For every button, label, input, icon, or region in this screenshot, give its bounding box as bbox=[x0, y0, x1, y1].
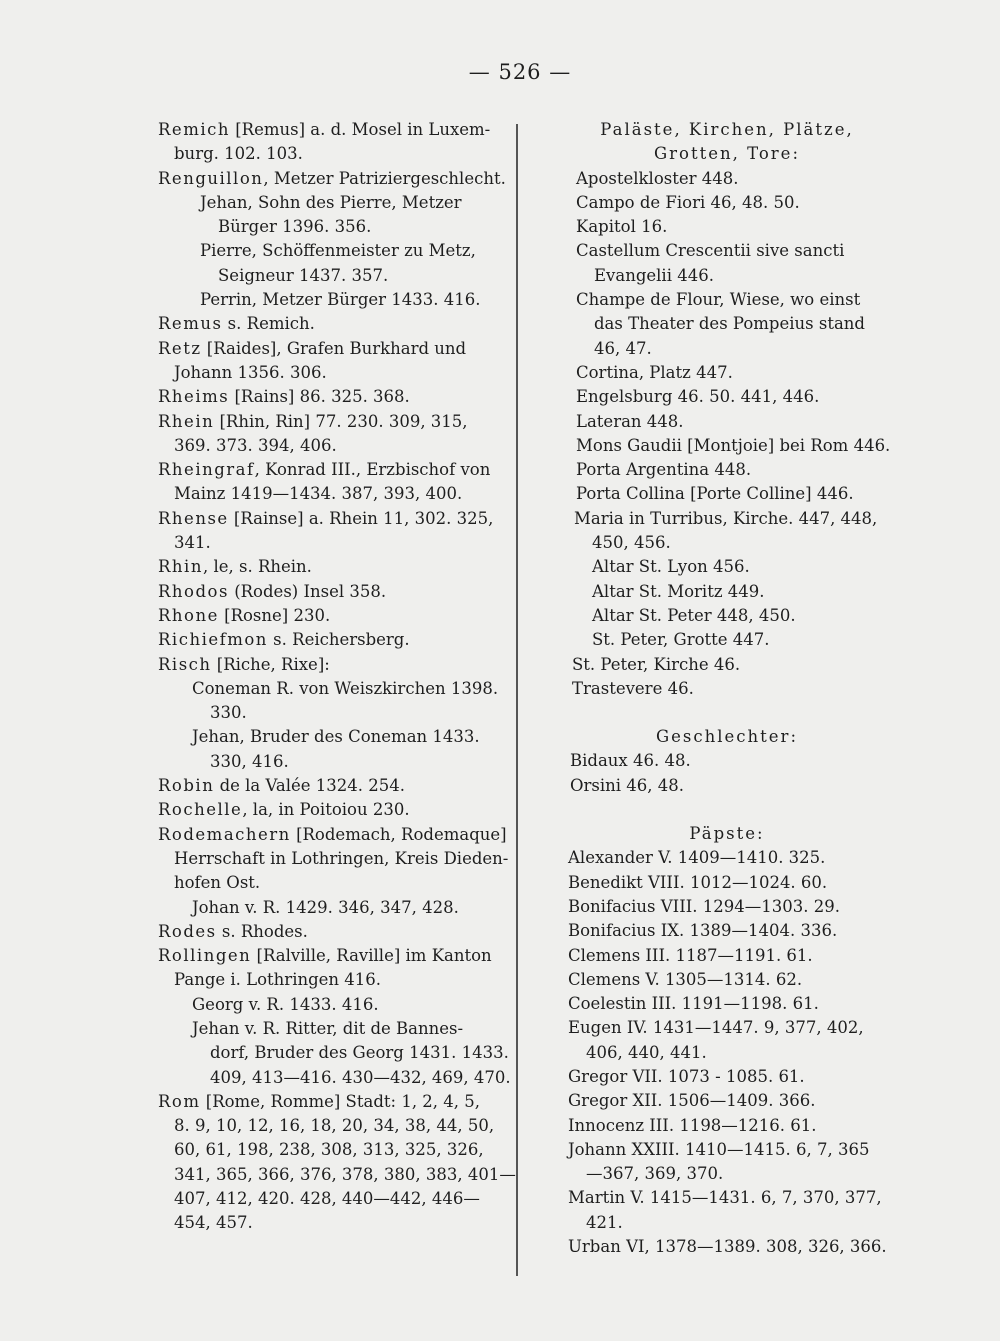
index-entry-line bbox=[566, 1114, 888, 1138]
entry-text: Benedikt VIII. 1012—1024. 60. bbox=[568, 872, 828, 892]
entry-text: de la Valée 1324. 254. bbox=[214, 776, 406, 796]
entry-text: Martin V. 1415—1431. 6, 7, 370, 377, bbox=[568, 1188, 882, 1208]
entry-headword: Retz bbox=[158, 338, 202, 358]
entry-text: Bonifacius VIII. 1294—1303. 29. bbox=[568, 896, 840, 916]
entry-text: [Rainse] a. Rhein 11, 302. 325, bbox=[228, 508, 494, 528]
index-entry-line bbox=[566, 215, 888, 239]
section-gap bbox=[566, 701, 888, 725]
entry-text: 330, 416. bbox=[210, 751, 289, 771]
entry-text: dorf, Bruder des Georg 1431. 1433. bbox=[210, 1043, 509, 1063]
entry-text: Georg v. R. 1433. 416. bbox=[192, 994, 379, 1014]
index-entry-line bbox=[566, 1211, 888, 1235]
entry-headword: Rhense bbox=[158, 508, 229, 528]
index-entry-line bbox=[158, 531, 508, 555]
index-entry-line bbox=[566, 677, 888, 701]
entry-headword: Remus bbox=[158, 314, 223, 334]
index-entry bbox=[158, 604, 508, 628]
index-entry-line bbox=[158, 1138, 508, 1162]
index-entry-line bbox=[566, 1065, 888, 1089]
entry-text: [Rodemach, Rodemaque] bbox=[290, 824, 507, 844]
index-entry-line bbox=[158, 264, 508, 288]
entry-text: , le, s. Rhein. bbox=[202, 557, 312, 577]
entry-text: Mainz 1419—1434. 387, 393, 400. bbox=[174, 484, 463, 504]
entry-text: Pierre, Schöffenmeister zu Metz, bbox=[200, 241, 476, 261]
section-heading: Geschlechter: bbox=[655, 727, 799, 747]
index-entry-line bbox=[158, 288, 508, 312]
index-entry-line bbox=[158, 1163, 516, 1187]
index-entry bbox=[158, 555, 508, 579]
entry-text: [Ralville, Raville] im Kanton bbox=[251, 946, 492, 966]
entry-text: Altar St. Peter 448, 450. bbox=[592, 605, 796, 625]
index-entry-line bbox=[566, 871, 888, 895]
entry-headword: Rhodos bbox=[158, 581, 229, 601]
entry-headword: Rollingen bbox=[158, 946, 252, 966]
index-entry-line bbox=[566, 944, 888, 968]
entry-text: Johann XXIII. 1410—1415. 6, 7, 365 bbox=[568, 1139, 870, 1159]
entry-text: , Konrad III., Erzbischof von bbox=[254, 460, 491, 480]
index-entry-line bbox=[566, 531, 888, 555]
entry-headword: Rodes bbox=[158, 921, 217, 941]
index-entry-line bbox=[566, 1041, 888, 1065]
index-entry-line bbox=[566, 895, 888, 919]
index-entry-line bbox=[158, 896, 508, 920]
index-entry-line bbox=[566, 846, 888, 870]
index-entry-line bbox=[566, 653, 888, 677]
index-entry-line bbox=[158, 361, 508, 385]
entry-text: 369. 373. 394, 406. bbox=[174, 435, 337, 455]
index-entry-line bbox=[158, 142, 508, 166]
index-entry bbox=[158, 1090, 508, 1114]
entry-text: burg. 102. 103. bbox=[174, 144, 303, 164]
section-heading: Paläste, Kirchen, Plätze, bbox=[600, 120, 854, 139]
index-column-left bbox=[158, 118, 516, 1236]
index-column-right bbox=[566, 118, 891, 1259]
index-entry-line bbox=[566, 458, 888, 482]
entry-headword: Rhein bbox=[158, 411, 215, 431]
index-entry bbox=[158, 167, 508, 191]
index-entry-line bbox=[566, 919, 888, 943]
index-entry-line bbox=[158, 750, 508, 774]
index-entry-line bbox=[566, 1162, 888, 1186]
index-entry-line bbox=[566, 434, 891, 458]
entry-text: (Rodes) Insel 358. bbox=[228, 581, 387, 601]
index-entry bbox=[158, 507, 508, 531]
index-entry-line bbox=[566, 968, 888, 992]
entry-text: 421. bbox=[586, 1212, 623, 1232]
entry-text: 454, 457. bbox=[174, 1213, 253, 1233]
entry-text: 341, 365, 366, 376, 378, 380, 383, 401— bbox=[174, 1164, 516, 1184]
index-entry-line bbox=[158, 701, 508, 725]
index-entry-line bbox=[158, 1066, 511, 1090]
entry-text: s. Remich. bbox=[222, 314, 315, 334]
index-entry-line bbox=[566, 361, 888, 385]
section-gap bbox=[566, 798, 888, 822]
entry-headword: Rheingraf bbox=[158, 460, 255, 480]
entry-headword: Rhone bbox=[158, 605, 219, 625]
index-entry-line bbox=[566, 482, 888, 506]
index-entry bbox=[158, 312, 508, 336]
entry-text: , la, in Poitoiou 230. bbox=[242, 800, 410, 820]
entry-text: [Rains] 86. 325. 368. bbox=[229, 387, 410, 407]
index-entry-line bbox=[158, 215, 508, 239]
entry-headword: Risch bbox=[158, 654, 212, 674]
entry-text: Coelestin III. 1191—1198. 61. bbox=[568, 994, 819, 1014]
section-heading: Päpste: bbox=[689, 824, 765, 844]
entry-text: Trastevere 46. bbox=[572, 678, 694, 698]
page-number: — 526 — bbox=[468, 60, 572, 84]
index-entry bbox=[158, 823, 508, 847]
index-entry-line bbox=[566, 1186, 888, 1210]
index-entry-line bbox=[566, 312, 888, 336]
index-entry-line bbox=[566, 580, 888, 604]
entry-text: [Riche, Rixe]: bbox=[211, 654, 330, 674]
entry-headword: Rhin bbox=[158, 557, 203, 577]
entry-text: Campo de Fiori 46, 48. 50. bbox=[576, 192, 800, 212]
index-entry-line bbox=[566, 992, 888, 1016]
entry-text: Bonifacius IX. 1389—1404. 336. bbox=[568, 921, 838, 941]
entry-text: Perrin, Metzer Bürger 1433. 416. bbox=[200, 290, 481, 310]
index-entry-line bbox=[566, 628, 888, 652]
index-entry-line bbox=[158, 482, 508, 506]
entry-text: Pange i. Lothringen 416. bbox=[174, 970, 382, 990]
entry-text: Lateran 448. bbox=[576, 411, 684, 431]
entry-text: [Rosne] 230. bbox=[218, 605, 331, 625]
index-entry-line bbox=[158, 1187, 508, 1211]
index-entry bbox=[158, 798, 508, 822]
index-entry-line bbox=[158, 1041, 508, 1065]
index-entry-line bbox=[566, 749, 888, 773]
index-entry-line bbox=[566, 167, 888, 191]
entry-text: Coneman R. von Weiszkirchen 1398. bbox=[192, 678, 499, 698]
entry-text: Altar St. Moritz 449. bbox=[592, 581, 765, 601]
index-entry-line bbox=[566, 1235, 888, 1259]
entry-text: 341. bbox=[174, 533, 211, 553]
entry-text: Kapitol 16. bbox=[576, 217, 668, 237]
entry-text: [Rome, Romme] Stadt: 1, 2, 4, 5, bbox=[200, 1091, 481, 1111]
entry-headword: Renguillon bbox=[158, 168, 264, 188]
index-entry bbox=[158, 385, 508, 409]
entry-headword: Rheims bbox=[158, 387, 230, 407]
entry-text: [Raides], Grafen Burkhard und bbox=[201, 338, 467, 358]
entry-text: 60, 61, 198, 238, 308, 313, 325, 326, bbox=[174, 1140, 484, 1160]
index-entry-line bbox=[566, 264, 888, 288]
entry-text: Seigneur 1437. 357. bbox=[218, 265, 389, 285]
index-entry-line bbox=[158, 993, 508, 1017]
index-entry-line bbox=[566, 410, 888, 434]
index-entry bbox=[158, 337, 508, 361]
index-entry bbox=[158, 920, 508, 944]
entry-text: Castellum Crescentii sive sancti bbox=[576, 241, 845, 261]
entry-headword: Robin bbox=[158, 776, 215, 796]
entry-text: Champe de Flour, Wiese, wo einst bbox=[576, 290, 861, 310]
entry-text: [Remus] a. d. Mosel in Luxem- bbox=[229, 120, 491, 139]
entry-text: Clemens V. 1305—1314. 62. bbox=[568, 969, 803, 989]
entry-text: Clemens III. 1187—1191. 61. bbox=[568, 945, 813, 965]
index-entry-line bbox=[158, 677, 508, 701]
entry-text: Maria in Turribus, Kirche. 447, 448, bbox=[574, 508, 878, 528]
entry-headword: Remich bbox=[158, 120, 230, 139]
entry-text: Jehan v. R. Ritter, dit de Bannes- bbox=[192, 1018, 464, 1038]
index-entry bbox=[158, 118, 508, 142]
entry-text: St. Peter, Grotte 447. bbox=[592, 630, 770, 650]
entry-text: 407, 412, 420. 428, 440—442, 446— bbox=[174, 1189, 480, 1209]
entry-text: Urban VI, 1378—1389. 308, 326, 366. bbox=[568, 1237, 887, 1257]
index-entry-line bbox=[566, 774, 888, 798]
entry-text: Evangelii 446. bbox=[594, 265, 714, 285]
entry-text: Bidaux 46. 48. bbox=[570, 751, 691, 771]
index-entry-line bbox=[566, 1016, 888, 1040]
index-entry-line bbox=[566, 191, 888, 215]
entry-text: [Rhin, Rin] 77. 230. 309, 315, bbox=[214, 411, 468, 431]
index-entry-line bbox=[158, 1114, 508, 1138]
index-entry bbox=[158, 653, 508, 677]
entry-text: Gregor VII. 1073 - 1085. 61. bbox=[568, 1066, 805, 1086]
entry-text: Bürger 1396. 356. bbox=[218, 217, 372, 237]
index-entry-line bbox=[158, 191, 508, 215]
entry-text: s. Reichersberg. bbox=[267, 630, 410, 650]
entry-headword: Rodemachern bbox=[158, 824, 291, 844]
column-divider bbox=[516, 124, 518, 1276]
entry-text: 409, 413—416. 430—432, 469, 470. bbox=[210, 1067, 511, 1087]
index-entry-line bbox=[566, 337, 888, 361]
entry-text: das Theater des Pompeius stand bbox=[594, 314, 865, 334]
entry-headword: Rochelle bbox=[158, 800, 243, 820]
entry-text: 450, 456. bbox=[592, 533, 671, 553]
entry-text: Johan v. R. 1429. 346, 347, 428. bbox=[192, 897, 459, 917]
index-entry bbox=[158, 580, 508, 604]
entry-text: 406, 440, 441. bbox=[586, 1042, 707, 1062]
index-entry-line bbox=[566, 507, 888, 531]
entry-text: Herrschaft in Lothringen, Kreis Dieden- bbox=[174, 848, 509, 868]
entry-text: 8. 9, 10, 12, 16, 18, 20, 34, 38, 44, 50, bbox=[174, 1116, 495, 1136]
entry-text: Jehan, Bruder des Coneman 1433. bbox=[192, 727, 480, 747]
entry-text: Porta Collina [Porte Colline] 446. bbox=[576, 484, 854, 504]
index-entry-line bbox=[158, 725, 508, 749]
entry-headword: Rom bbox=[158, 1091, 201, 1111]
index-entry-line bbox=[158, 847, 508, 871]
entry-text: 330. bbox=[210, 703, 247, 723]
entry-text: Jehan, Sohn des Pierre, Metzer bbox=[200, 192, 462, 212]
section-heading: Grotten, Tore: bbox=[653, 144, 800, 164]
entry-headword: Richiefmon bbox=[158, 630, 268, 650]
entry-text: Engelsburg 46. 50. 441, 446. bbox=[576, 387, 820, 407]
index-entry-line bbox=[566, 555, 888, 579]
index-entry-line bbox=[158, 1017, 508, 1041]
index-entry-line bbox=[566, 239, 888, 263]
entry-text: , Metzer Patriziergeschlecht. bbox=[263, 168, 506, 188]
entry-text: s. Rhodes. bbox=[216, 921, 308, 941]
index-entry bbox=[158, 410, 508, 434]
entry-text: —367, 369, 370. bbox=[586, 1164, 724, 1184]
entry-text: Alexander V. 1409—1410. 325. bbox=[568, 848, 826, 868]
entry-text: Porta Argentina 448. bbox=[576, 460, 752, 480]
index-entry-line bbox=[566, 385, 888, 409]
entry-text: Johann 1356. 306. bbox=[174, 362, 327, 382]
entry-text: Mons Gaudii [Montjoie] bei Rom 446. bbox=[576, 435, 891, 455]
index-entry-line bbox=[158, 239, 508, 263]
entry-text: Altar St. Lyon 456. bbox=[592, 557, 750, 577]
entry-text: 46, 47. bbox=[594, 338, 652, 358]
index-entry-line bbox=[158, 871, 508, 895]
index-entry-line bbox=[158, 968, 508, 992]
entry-text: hofen Ost. bbox=[174, 873, 261, 893]
index-entry bbox=[158, 628, 508, 652]
index-entry bbox=[158, 944, 508, 968]
index-entry-line bbox=[158, 434, 508, 458]
entry-text: St. Peter, Kirche 46. bbox=[572, 654, 741, 674]
entry-text: Gregor XII. 1506—1409. 366. bbox=[568, 1091, 816, 1111]
index-entry-line bbox=[566, 288, 888, 312]
entry-text: Apostelkloster 448. bbox=[576, 168, 739, 188]
index-entry-line bbox=[566, 604, 888, 628]
entry-text: Orsini 46, 48. bbox=[570, 775, 685, 795]
entry-text: Eugen IV. 1431—1447. 9, 377, 402, bbox=[568, 1018, 864, 1038]
index-entry-line bbox=[158, 1211, 508, 1235]
index-entry bbox=[158, 458, 508, 482]
index-entry-line bbox=[566, 1138, 888, 1162]
index-entry-line bbox=[566, 1089, 888, 1113]
entry-text: Cortina, Platz 447. bbox=[576, 362, 733, 382]
entry-text: Innocenz III. 1198—1216. 61. bbox=[568, 1115, 817, 1135]
index-entry bbox=[158, 774, 508, 798]
